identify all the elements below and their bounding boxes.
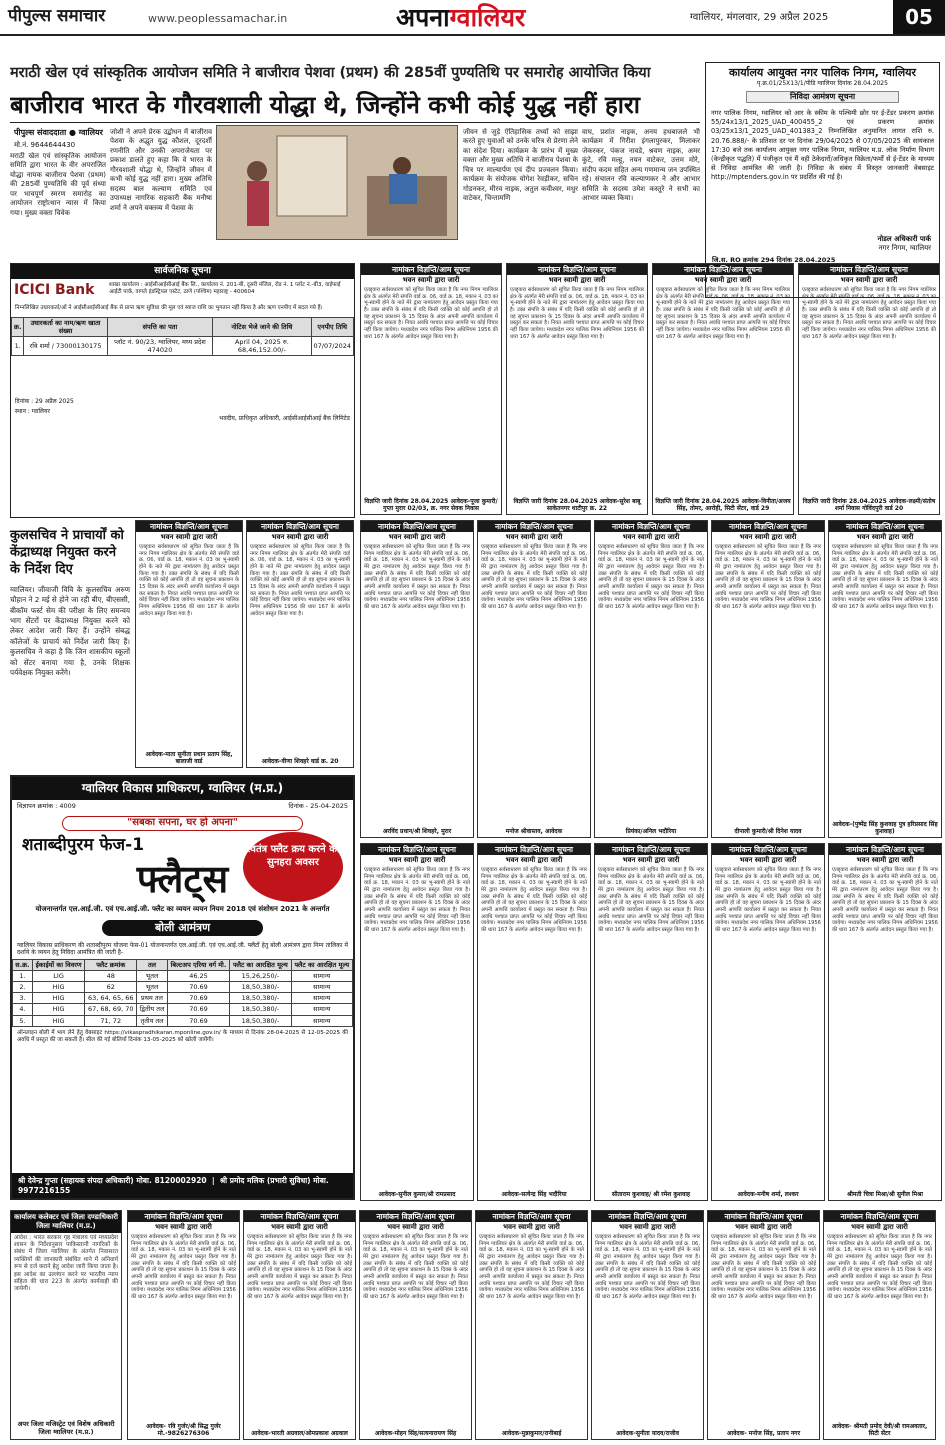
gda-table-header bbox=[13, 959, 353, 970]
gda-td: द्वितीय तल bbox=[137, 1004, 168, 1015]
gda-th: स.क्र. bbox=[13, 959, 33, 970]
icici-table bbox=[11, 317, 354, 357]
notice-signature: विज्ञप्ति जारी दिनांक 28.04.2025 आवेदक-लक्ष्मी/संतोष शर्मा निवास गोविंदपुरी वार्ड 20 bbox=[802, 497, 936, 512]
newspaper-logo: पीपुल्स समाचार bbox=[8, 6, 106, 26]
page-number: 05 bbox=[893, 0, 945, 34]
notice-subtitle: भवन स्वामी द्वारा जारी bbox=[388, 533, 446, 542]
notice-body: एतद्द्वारा सर्वसाधारण को सूचित किया जाता है कि नगर निगम ग्वालियर क्षेत्र के अंतर्गत मेरी संपत्ति वार्ड क्र. 06, वार्ड क्र. 18, मकान नं. 03 का भू-स्वामी होने के नाते मेरे द्वारा नामांतरण हेतु आवेदन प्रस्तुत किया गया है। उक्त संपत्ति के संबंध में यदि किसी व्यक्ति को कोई आपत्ति हो तो वह सूचना प्रकाशन के 15 दिवस के अंदर अपनी आपत्ति कार्यालय में प्रस्तुत कर सकता है। नियत अवधि पश्चात प्राप्त आपत्ति पर कोई विचार नहीं किया जायेगा। मध्यप्रदेश नगर पालिक निगम अधिनियम 1956 की धारा 167 के अंतर्गत आवेदन प्रस्तुत किया गया है। bbox=[715, 544, 821, 611]
gda-td: 3. bbox=[13, 993, 33, 1004]
notice-body: एतद्द्वारा सर्वसाधारण को सूचित किया जाता है कि नगर निगम ग्वालियर क्षेत्र के अंतर्गत मेरी संपत्ति वार्ड क्र. 06, वार्ड क्र. 18, मकान नं. 03 का भू-स्वामी होने के नाते मेरे द्वारा नामांतरण हेतु आवेदन प्रस्तुत किया गया है। उक्त संपत्ति के संबंध में यदि किसी व्यक्ति को कोई आपत्ति हो तो वह सूचना प्रकाशन के 15 दिवस के अंदर अपनी आपत्ति कार्यालय में प्रस्तुत कर सकता है। नियत अवधि पश्चात प्राप्त आपत्ति पर कोई विचार नहीं किया जायेगा। मध्यप्रदेश नगर पालिक निगम अधिनियम 1956 की धारा 167 के अंतर्गत आवेदन प्रस्तुत किया गया है। bbox=[715, 867, 821, 934]
gda-th: फ्लैट का आरक्षित मूल्य bbox=[291, 959, 352, 970]
notice-box bbox=[477, 520, 591, 838]
collector-body: आदेश : भारत सरकार गृह मंत्रालय एवं मध्यप्रदेश शासन के निर्देशानुसार पाकिस्तानी नागरिकों के संबंध में जिला ग्वालियर के अंतर्गत निवासरत व्यक्तियों की जानकारी संबंधित थाने में अनिवार्य रूप से दर्ज कराने हेतु आदेश जारी किया जाता है। इस आदेश का उल्लंघन करने पर भारतीय न्याय संहिता की धारा 223 के अंतर्गत कार्यवाही की जायेगी। bbox=[14, 1234, 118, 1293]
notice-body: एतद्द्वारा सर्वसाधारण को सूचित किया जाता है कि नगर निगम ग्वालियर क्षेत्र के अंतर्गत मेरी संपत्ति वार्ड क्र. 06, वार्ड क्र. 18, मकान नं. 03 का भू-स्वामी होने के नाते मेरे द्वारा नामांतरण हेतु आवेदन प्रस्तुत किया गया है। उक्त संपत्ति के संबंध में यदि किसी व्यक्ति को कोई आपत्ति हो तो वह सूचना प्रकाशन के 15 दिवस के अंदर अपनी आपत्ति कार्यालय में प्रस्तुत कर सकता है। नियत अवधि पश्चात प्राप्त आपत्ति पर कोई विचार नहीं किया जायेगा। मध्यप्रदेश नगर पालिक निगम अधिनियम 1956 की धारा 167 के अंतर्गत आवेदन प्रस्तुत किया गया है। bbox=[481, 867, 587, 934]
icici-date: दिनांक : 29 अप्रैल 2025 bbox=[15, 398, 74, 406]
gda-td: 70.69 bbox=[167, 993, 229, 1004]
notice-body: एतद्द्वारा सर्वसाधारण को सूचित किया जाता है कि नगर निगम ग्वालियर क्षेत्र के अंतर्गत मेरी संपत्ति वार्ड क्र. 06, वार्ड क्र. 18, मकान नं. 03 का भू-स्वामी होने के नाते मेरे द्वारा नामांतरण हेतु आवेदन प्रस्तुत किया गया है। उक्त संपत्ति के संबंध में यदि किसी व्यक्ति को कोई आपत्ति हो तो वह सूचना प्रकाशन के 15 दिवस के अंदर अपनी आपत्ति कार्यालय में प्रस्तुत कर सकता है। नियत अवधि पश्चात प्राप्त आपत्ति पर कोई विचार नहीं किया जायेगा। मध्यप्रदेश नगर पालिक निगम अधिनियम 1956 की धारा 167 के अंतर्गत आवेदन प्रस्तुत किया गया है। bbox=[479, 1234, 584, 1301]
gda-td: सामान्य bbox=[291, 1004, 352, 1015]
notice-box bbox=[506, 263, 648, 515]
notice-body: एतद्द्वारा सर्वसाधारण को सूचित किया जाता है कि नगर निगम ग्वालियर क्षेत्र के अंतर्गत मेरी संपत्ति वार्ड क्र. 06, वार्ड क्र. 18, मकान नं. 03 का भू-स्वामी होने के नाते मेरे द्वारा नामांतरण हेतु आवेदन प्रस्तुत किया गया है। उक्त संपत्ति के संबंध में यदि किसी व्यक्ति को कोई आपत्ति हो तो वह सूचना प्रकाशन के 15 दिवस के अंदर अपनी आपत्ति कार्यालय में प्रस्तुत कर सकता है। नियत अवधि पश्चात प्राप्त आपत्ति पर कोई विचार नहीं किया जायेगा। मध्यप्रदेश नगर पालिक निगम अधिनियम 1956 की धारा 167 के अंतर्गत आवेदन प्रस्तुत किया गया है। bbox=[364, 287, 498, 340]
gda-adno: विज्ञापन क्रमांक : 4009 bbox=[17, 802, 76, 810]
notice-title: नामांकन विज्ञप्ति/आम सूचना bbox=[361, 264, 501, 275]
byline-mobile: मो.नं. 9644644430 bbox=[14, 141, 76, 149]
table-row bbox=[13, 1015, 353, 1026]
notice-body: एतद्द्वारा सर्वसाधारण को सूचित किया जाता है कि नगर निगम ग्वालियर क्षेत्र के अंतर्गत मेरी संपत्ति वार्ड क्र. 06, वार्ड क्र. 18, मकान नं. 03 का भू-स्वामी होने के नाते मेरे द्वारा नामांतरण हेतु आवेदन प्रस्तुत किया गया है। उक्त संपत्ति के संबंध में यदि किसी व्यक्ति को कोई आपत्ति हो तो वह सूचना प्रकाशन के 15 दिवस के अंदर अपनी आपत्ति कार्यालय में प्रस्तुत कर सकता है। नियत अवधि पश्चात प्राप्त आपत्ति पर कोई विचार नहीं किया जायेगा। मध्यप्रदेश नगर पालिक निगम अधिनियम 1956 की धारा 167 के अंतर्गत आवेदन प्रस्तुत किया गया है। bbox=[481, 544, 587, 611]
gda-td: 18,50,380/- bbox=[230, 1004, 291, 1015]
notice-title: नामांकन विज्ञप्ति/आम सूचना bbox=[361, 844, 473, 855]
notice-box bbox=[594, 843, 708, 1201]
gda-td: 67, 68, 69, 70 bbox=[85, 1004, 137, 1015]
notice-signature: आवेदक-(पुष्पेंद्र सिंह कुशवाह पुत्र हरिप्रसाद सिंह कुशवाह) bbox=[832, 820, 938, 835]
notice-title: नामांकन विज्ञप्ति/आम सूचना bbox=[653, 264, 793, 275]
notice-subtitle: भवन स्वामी द्वारा जारी bbox=[548, 276, 606, 285]
notice-title: नामांकन विज्ञप्ति/आम सूचना bbox=[360, 1211, 471, 1222]
notice-signature: आवेदक-सुनील कुमार/श्री रामप्रसाद bbox=[378, 1190, 456, 1198]
website-link[interactable]: www.peoplessamachar.in bbox=[148, 12, 288, 25]
notice-title: नामांकन विज्ञप्ति/आम सूचना bbox=[476, 1211, 587, 1222]
notice-title: नामांकन विज्ञप्ति/आम सूचना bbox=[478, 844, 590, 855]
notice-box bbox=[475, 1210, 588, 1440]
brand-apna: अपना bbox=[396, 3, 450, 32]
table-row bbox=[12, 336, 354, 355]
notice-subtitle: भवन स्वामी द्वारा जारी bbox=[271, 1223, 328, 1232]
notice-subtitle: भवन स्वामी द्वारा जारी bbox=[271, 533, 329, 542]
lead-headline: बाजीराव भारत के गौरवशाली योद्धा थे, जिन्होंने कभी कोई युद्ध नहीं हारा bbox=[10, 91, 640, 119]
notice-signature: आवेदक-भारती अग्रवाल/ओमप्रकाश अग्रवाल bbox=[251, 1429, 348, 1437]
gda-td: 5. bbox=[13, 1015, 33, 1026]
notice-subtitle: भवन स्वामी द्वारा जारी bbox=[505, 533, 563, 542]
notice-subtitle: भवन स्वामी द्वारा जारी bbox=[856, 856, 914, 865]
table-row bbox=[13, 993, 353, 1004]
tender-signer: नोडल अधिकारी पार्क bbox=[877, 235, 931, 244]
notice-title: नामांकन विज्ञप्ति/आम सूचना bbox=[712, 521, 824, 532]
notice-subtitle: भवन स्वामी द्वारा जारी bbox=[505, 856, 563, 865]
notice-signature: आवेदक-मनीष शर्मा, लश्कर bbox=[737, 1190, 799, 1198]
event-photo bbox=[216, 125, 458, 240]
notice-signature: विज्ञप्ति जारी दिनांक 28.04.2025 आवेदक-सुरेश बाबू साकेतनगर थाटीपुर क्र. 22 bbox=[513, 497, 641, 512]
notice-box bbox=[477, 843, 591, 1201]
dateline: ग्वालियर, मंगलवार, 29 अप्रैल 2025 bbox=[690, 12, 829, 23]
gda-td: 70.69 bbox=[167, 1004, 229, 1015]
gda-ad bbox=[10, 775, 355, 1200]
gda-td: सामान्य bbox=[291, 1015, 352, 1026]
icici-intro: निम्नलिखित उधारकर्ता/ओं ने आईसीआईसीआई बैंक से प्राप्त ऋण सुविधा की मूल एवं ब्याज राशि का भुगतान नहीं किया है और ऋण एनपीए में बदल गये हैं। bbox=[15, 304, 323, 311]
notice-signature: आवेदक- रवि गुर्जर/श्री सिद्ध गुर्जर मो.-9826276306 bbox=[146, 1422, 221, 1437]
notice-box bbox=[798, 263, 940, 515]
notice-title: नामांकन विज्ञप्ति/आम सूचना bbox=[507, 264, 647, 275]
icici-place: स्थान : ग्वालियर bbox=[15, 407, 50, 415]
notice-box bbox=[707, 1210, 820, 1440]
gda-td: 48 bbox=[85, 971, 137, 982]
notice-signature: विज्ञप्ति जारी दिनांक 28.04.2025 आवेदक-विनीता/अजय सिंह, तोमर, आरोही, सिटी सेंटर, वार्ड 29 bbox=[655, 497, 791, 512]
notice-title: नामांकन विज्ञप्ति/आम सूचना bbox=[361, 521, 473, 532]
gda-td: HIG bbox=[32, 982, 84, 993]
photo-illustration bbox=[217, 126, 457, 239]
notice-body: एतद्द्वारा सर्वसाधारण को सूचित किया जाता है कि नगर निगम ग्वालियर क्षेत्र के अंतर्गत मेरी संपत्ति वार्ड क्र. 06, वार्ड क्र. 18, मकान नं. 03 का भू-स्वामी होने के नाते मेरे द्वारा नामांतरण हेतु आवेदन प्रस्तुत किया गया है। उक्त संपत्ति के संबंध में यदि किसी व्यक्ति को कोई आपत्ति हो तो वह सूचना प्रकाशन के 15 दिवस के अंदर अपनी आपत्ति कार्यालय में प्रस्तुत कर सकता है। नियत अवधि पश्चात प्राप्त आपत्ति पर कोई विचार नहीं किया जायेगा। मध्यप्रदेश नगर पालिक निगम अधिनियम 1956 की धारा 167 के अंतर्गत आवेदन प्रस्तुत किया गया है। bbox=[510, 287, 644, 340]
gda-th: बिल्टअप एरिया वर्ग मी. bbox=[167, 959, 229, 970]
gda-td: भूतल bbox=[137, 971, 168, 982]
notice-subtitle: भवन स्वामी द्वारा जारी bbox=[622, 533, 680, 542]
notice-box bbox=[127, 1210, 240, 1440]
masthead bbox=[0, 0, 945, 36]
gda-td: 71, 72 bbox=[85, 1015, 137, 1026]
gda-td: HIG bbox=[32, 1004, 84, 1015]
notice-signature: आवेदक- श्रीमती प्रमोद देवी/श्री रामअवतार, सिटी सेंटर bbox=[831, 1422, 928, 1437]
gda-td: 4. bbox=[13, 1004, 33, 1015]
gda-td: 18,50,380/- bbox=[230, 993, 291, 1004]
brand-gwalior: ग्वालियर bbox=[449, 3, 526, 32]
lead-col-2: जोशी ने अपने प्रेरक उद्बोधन में बाजीराव पेशवा के अद्भुत युद्ध कौशल, दूरदर्शी रणनीति और उनकी अपराजेयता पर प्रकाश डालते हुए कहा कि वे भारत के गौरवशाली योद्धा थे, जिन्होंने जीवन में कभी कोई युद्ध नहीं हारा। मुख्य अतिथि सदस्य बाल कल्याण समिति एवं उपाध्यक्ष नागरिक सहकारी बैंक मनीषा शर्मा ने अपने वक्तव्य में पेशवा के bbox=[110, 128, 212, 212]
icici-sign: भवदीय, प्राधिकृत अधिकारी, आईसीआईसीआई बैंक लिमिटेड bbox=[219, 415, 350, 423]
notice-body: एतद्द्वारा सर्वसाधारण को सूचित किया जाता है कि नगर निगम ग्वालियर क्षेत्र के अंतर्गत मेरी संपत्ति वार्ड क्र. 06, वार्ड क्र. 18, मकान नं. 03 का भू-स्वामी होने के नाते मेरे द्वारा नामांतरण हेतु आवेदन प्रस्तुत किया गया है। उक्त संपत्ति के संबंध में यदि किसी व्यक्ति को कोई आपत्ति हो तो वह सूचना प्रकाशन के 15 दिवस के अंदर अपनी आपत्ति कार्यालय में प्रस्तुत कर सकता है। नियत अवधि पश्चात प्राप्त आपत्ति पर कोई विचार नहीं किया जायेगा। मध्यप्रदेश नगर पालिक निगम अधिनियम 1956 की धारा 167 के अंतर्गत आवेदन प्रस्तुत किया गया है। bbox=[364, 867, 470, 934]
gda-note: ऑनलाइन बोली में भाग लेने हेतु वेबसाइट https://vikaspradhikaran.mponline.gov.in/ के माध्यम से दिनांक 28-04-2025 से 12-05-2025 की अवधि में प्रस्तुत की जा सकती है। सील की गई बोलियाँ दिनांक 13-05-2025 को खोली जायेंगी। bbox=[17, 1029, 348, 1043]
gda-td: 63, 64, 65, 66 bbox=[85, 993, 137, 1004]
icici-table-header bbox=[12, 317, 354, 336]
notice-signature: प्रियंका/अनिल भदौरिया bbox=[625, 827, 677, 835]
notice-box bbox=[828, 843, 942, 1201]
icici-th: एनपीए तिथि bbox=[311, 317, 354, 336]
divider bbox=[10, 122, 700, 123]
tender-ro: जि.स. RO क्रमांक 294 दिनांक 28.04.2025 bbox=[712, 255, 836, 264]
gda-title: ग्वालियर विकास प्राधिकरण, ग्वालियर (म.प्र.) bbox=[12, 777, 353, 800]
tender-title: कार्यालय आयुक्त नगर पालिक निगम, ग्वालियर bbox=[728, 66, 917, 79]
icici-td: 07/07/2024 bbox=[311, 336, 354, 355]
notice-subtitle: भवन स्वामी द्वारा जारी bbox=[840, 276, 898, 285]
notice-title: नामांकन विज्ञप्ति/आम सूचना bbox=[712, 844, 824, 855]
notice-subtitle: भवन स्वामी द्वारा जारी bbox=[856, 533, 914, 542]
lead-col-1: मराठी खेल एवं सांस्कृतिक आयोजन समिति द्वारा भारत के वीर अपराजित योद्धा नायक बाजीराव पेशवा (प्रथम) की 285वीं पुण्यतिथि की पूर्व संध्या पर भावपूर्ण स्मरण समारोह का आयोजन राष्ट्रोत्थान न्यास में किया गया। मुख्य वक्ता विवेक bbox=[10, 152, 106, 217]
notice-box bbox=[652, 263, 794, 515]
gda-td: 1. bbox=[13, 971, 33, 982]
gda-td: 2. bbox=[13, 982, 33, 993]
notice-body: एतद्द्वारा सर्वसाधारण को सूचित किया जाता है कि नगर निगम ग्वालियर क्षेत्र के अंतर्गत मेरी संपत्ति वार्ड क्र. 06, वार्ड क्र. 18, मकान नं. 03 का भू-स्वामी होने के नाते मेरे द्वारा नामांतरण हेतु आवेदन प्रस्तुत किया गया है। उक्त संपत्ति के संबंध में यदि किसी व्यक्ति को कोई आपत्ति हो तो वह सूचना प्रकाशन के 15 दिवस के अंदर अपनी आपत्ति कार्यालय में प्रस्तुत कर सकता है। नियत अवधि पश्चात प्राप्त आपत्ति पर कोई विचार नहीं किया जायेगा। मध्यप्रदेश नगर पालिक निगम अधिनियम 1956 की धारा 167 के अंतर्गत आवेदन प्रस्तुत किया गया है। bbox=[656, 287, 790, 340]
gda-td: सामान्य bbox=[291, 982, 352, 993]
notice-body: एतद्द्वारा सर्वसाधारण को सूचित किया जाता है कि नगर निगम ग्वालियर क्षेत्र के अंतर्गत मेरी संपत्ति वार्ड क्र. 06, वार्ड क्र. 18, मकान नं. 03 का भू-स्वामी होने के नाते मेरे द्वारा नामांतरण हेतु आवेदन प्रस्तुत किया गया है। उक्त संपत्ति के संबंध में यदि किसी व्यक्ति को कोई आपत्ति हो तो वह सूचना प्रकाशन के 15 दिवस के अंदर अपनी आपत्ति कार्यालय में प्रस्तुत कर सकता है। नियत अवधि पश्चात प्राप्त आपत्ति पर कोई विचार नहीं किया जायेगा। मध्यप्रदेश नगर पालिक निगम अधिनियम 1956 की धारा 167 के अंतर्गत आवेदन प्रस्तुत किया गया है। bbox=[832, 544, 938, 611]
notice-signature: श्रीमती चित्रा मिश्रा/श्री सुनील मिश्रा bbox=[847, 1190, 923, 1198]
notice-subtitle: भवन स्वामी द्वारा जारी bbox=[160, 533, 218, 542]
gda-td: सामान्य bbox=[291, 993, 352, 1004]
notice-body: एतद्द्वारा सर्वसाधारण को सूचित किया जाता है कि नगर निगम ग्वालियर क्षेत्र के अंतर्गत मेरी संपत्ति वार्ड क्र. 06, वार्ड क्र. 18, मकान नं. 03 का भू-स्वामी होने के नाते मेरे द्वारा नामांतरण हेतु आवेदन प्रस्तुत किया गया है। उक्त संपत्ति के संबंध में यदि किसी व्यक्ति को कोई आपत्ति हो तो वह सूचना प्रकाशन के 15 दिवस के अंदर अपनी आपत्ति कार्यालय में प्रस्तुत कर सकता है। नियत अवधि पश्चात प्राप्त आपत्ति पर कोई विचार नहीं किया जायेगा। मध्यप्रदेश नगर पालिक निगम अधिनियम 1956 की धारा 167 के अंतर्गत आवेदन प्रस्तुत किया गया है। bbox=[139, 544, 239, 617]
gda-td: 15,26,250/- bbox=[230, 971, 291, 982]
notice-box bbox=[711, 843, 825, 1201]
notice-title: नामांकन विज्ञप्ति/आम सूचना bbox=[829, 521, 941, 532]
notice-subtitle: भवन स्वामी द्वारा जारी bbox=[619, 1223, 676, 1232]
notice-signature: सीताराम कुशवाह/ श्री रमेश कुशवाह bbox=[611, 1190, 691, 1198]
notice-title: नामांकन विज्ञप्ति/आम सूचना bbox=[128, 1211, 239, 1222]
gda-td: तृतीय तल bbox=[137, 1015, 168, 1026]
notice-signature: आवेदक-वीणा शिवहरे वार्ड क्र. 20 bbox=[261, 757, 339, 765]
notice-title: नामांकन विज्ञप्ति/आम सूचना bbox=[595, 521, 707, 532]
notice-signature: आवेदक-सुनीता यादव/राजीव bbox=[616, 1429, 679, 1437]
notice-title: नामांकन विज्ञप्ति/आम सूचना bbox=[595, 844, 707, 855]
gda-desc: ग्वालियर विकास प्राधिकरण की शताब्दीपुरम योजना फेस-01 योजनान्तर्गत एल.आई.जी. एवं एच.आई.जी. फ्लैटों हेतु बोली आमंत्रण द्वारा निम्न तालिका में दर्शाये के व्ययन हेतु निविदा आमंत्रित की जाती है- bbox=[17, 941, 348, 957]
gda-table bbox=[12, 959, 353, 1027]
gda-td: 18,50,380/- bbox=[230, 1015, 291, 1026]
notice-signature: विज्ञप्ति जारी दिनांक 28.04.2025 आवेदक-पूजा कुमारी/गुप्ता मुरार 02/03, क्र. नगर सेवक निवास bbox=[364, 497, 498, 512]
gda-td: LIG bbox=[32, 971, 84, 982]
notice-signature: दीपाली कुमारी/श्री दिनेश यादव bbox=[734, 827, 802, 835]
tender-ref: पृ.क्र.01/25X13/1/पीडि ग्वालियर दिनांक 28.04.2025 bbox=[757, 79, 888, 87]
notice-body: एतद्द्वारा सर्वसाधारण को सूचित किया जाता है कि नगर निगम ग्वालियर क्षेत्र के अंतर्गत मेरी संपत्ति वार्ड क्र. 06, वार्ड क्र. 18, मकान नं. 03 का भू-स्वामी होने के नाते मेरे द्वारा नामांतरण हेतु आवेदन प्रस्तुत किया गया है। उक्त संपत्ति के संबंध में यदि किसी व्यक्ति को कोई आपत्ति हो तो वह सूचना प्रकाशन के 15 दिवस के अंदर अपनी आपत्ति कार्यालय में प्रस्तुत कर सकता है। नियत अवधि पश्चात प्राप्त आपत्ति पर कोई विचार नहीं किया जायेगा। मध्यप्रदेश नगर पालिक निगम अधिनियम 1956 की धारा 167 के अंतर्गत आवेदन प्रस्तुत किया गया है। bbox=[832, 867, 938, 934]
gda-td: 46.25 bbox=[167, 971, 229, 982]
notice-body: एतद्द्वारा सर्वसाधारण को सूचित किया जाता है कि नगर निगम ग्वालियर क्षेत्र के अंतर्गत मेरी संपत्ति वार्ड क्र. 06, वार्ड क्र. 18, मकान नं. 03 का भू-स्वामी होने के नाते मेरे द्वारा नामांतरण हेतु आवेदन प्रस्तुत किया गया है। उक्त संपत्ति के संबंध में यदि किसी व्यक्ति को कोई आपत्ति हो तो वह सूचना प्रकाशन के 15 दिवस के अंदर अपनी आपत्ति कार्यालय में प्रस्तुत कर सकता है। नियत अवधि पश्चात प्राप्त आपत्ति पर कोई विचार नहीं किया जायेगा। मध्यप्रदेश नगर पालिक निगम अधिनियम 1956 की धारा 167 के अंतर्गत आवेदन प्रस्तुत किया गया है। bbox=[802, 287, 936, 340]
notice-signature: मनोज श्रीवास्तव, आवेदक bbox=[505, 827, 563, 835]
gda-td: HIG bbox=[32, 1015, 84, 1026]
notice-box bbox=[360, 520, 474, 838]
notice-box bbox=[591, 1210, 704, 1440]
notice-subtitle: भवन स्वामी द्वारा जारी bbox=[739, 533, 797, 542]
icici-section-title: सार्वजनिक सूचना bbox=[11, 264, 354, 279]
table-row bbox=[13, 982, 353, 993]
icici-td: प्लॉट नं. 90/23, ग्वालियर, मध्य प्रदेश 474020 bbox=[107, 336, 213, 355]
notice-body: एतद्द्वारा सर्वसाधारण को सूचित किया जाता है कि नगर निगम ग्वालियर क्षेत्र के अंतर्गत मेरी संपत्ति वार्ड क्र. 06, वार्ड क्र. 18, मकान नं. 03 का भू-स्वामी होने के नाते मेरे द्वारा नामांतरण हेतु आवेदन प्रस्तुत किया गया है। उक्त संपत्ति के संबंध में यदि किसी व्यक्ति को कोई आपत्ति हो तो वह सूचना प्रकाशन के 15 दिवस के अंदर अपनी आपत्ति कार्यालय में प्रस्तुत कर सकता है। नियत अवधि पश्चात प्राप्त आपत्ति पर कोई विचार नहीं किया जायेगा। मध्यप्रदेश नगर पालिक निगम अधिनियम 1956 की धारा 167 के अंतर्गत आवेदन प्रस्तुत किया गया है। bbox=[598, 544, 704, 611]
notice-box bbox=[823, 1210, 936, 1440]
kulsachiv-headline: कुलसचिव ने प्राचार्यों को केंद्राध्यक्ष नियुक्त करने के निर्देश दिए bbox=[10, 528, 124, 577]
notice-signature: अरविंद प्रधान/श्री शिवहरे, मुरार bbox=[382, 827, 452, 835]
notice-box bbox=[246, 520, 354, 768]
icici-td: April 04, 2025 रु. 68,46,152.00/- bbox=[213, 336, 311, 355]
gda-td: 70.69 bbox=[167, 1015, 229, 1026]
tender-signer-office: नगर निगम, ग्वालियर bbox=[878, 244, 931, 252]
gda-td: सामान्य bbox=[291, 971, 352, 982]
byline: पीपुल्स संवाददाता ● ग्वालियर bbox=[14, 128, 103, 137]
icici-td: रवि शर्मा / 73000130175 bbox=[24, 336, 107, 355]
notice-body: एतद्द्वारा सर्वसाधारण को सूचित किया जाता है कि नगर निगम ग्वालियर क्षेत्र के अंतर्गत मेरी संपत्ति वार्ड क्र. 06, वार्ड क्र. 18, मकान नं. 03 का भू-स्वामी होने के नाते मेरे द्वारा नामांतरण हेतु आवेदन प्रस्तुत किया गया है। उक्त संपत्ति के संबंध में यदि किसी व्यक्ति को कोई आपत्ति हो तो वह सूचना प्रकाशन के 15 दिवस के अंदर अपनी आपत्ति कार्यालय में प्रस्तुत कर सकता है। नियत अवधि पश्चात प्राप्त आपत्ति पर कोई विचार नहीं किया जायेगा। मध्यप्रदेश नगर पालिक निगम अधिनियम 1956 की धारा 167 के अंतर्गत आवेदन प्रस्तुत किया गया है। bbox=[250, 544, 350, 617]
notice-subtitle: भवन स्वामी द्वारा जारी bbox=[694, 276, 752, 285]
notice-title: नामांकन विज्ञप्ति/आम सूचना bbox=[247, 521, 353, 532]
lead-col-3: जीवन से जुड़े ऐतिहासिक तथ्यों को साझा करते हुए युवाओं को उनके चरित्र से प्रेरणा लेने का संदेश दिया। कार्यक्रम के प्रारंभ में मुख्य वक्ता और मुख्य अतिथि ने बाजीराव पेशवा के चित्र पर माल्यार्पण एवं दीप प्रज्वलन किया। कार्यक्रम के संयोजक योगेश रेवड़ीकर, सचिन गोडनकर, मीरव नाइक, अतुल कवीश्वर, मधुर वाटेकर, चिन्तामणि bbox=[463, 128, 578, 203]
notice-box bbox=[594, 520, 708, 838]
notice-title: नामांकन विज्ञप्ति/आम सूचना bbox=[478, 521, 590, 532]
notice-body: एतद्द्वारा सर्वसाधारण को सूचित किया जाता है कि नगर निगम ग्वालियर क्षेत्र के अंतर्गत मेरी संपत्ति वार्ड क्र. 06, वार्ड क्र. 18, मकान नं. 03 का भू-स्वामी होने के नाते मेरे द्वारा नामांतरण हेतु आवेदन प्रस्तुत किया गया है। उक्त संपत्ति के संबंध में यदि किसी व्यक्ति को कोई आपत्ति हो तो वह सूचना प्रकाशन के 15 दिवस के अंदर अपनी आपत्ति कार्यालय में प्रस्तुत कर सकता है। नियत अवधि पश्चात प्राप्त आपत्ति पर कोई विचार नहीं किया जायेगा। मध्यप्रदेश नगर पालिक निगम अधिनियम 1956 की धारा 167 के अंतर्गत आवेदन प्रस्तुत किया गया है। bbox=[247, 1234, 352, 1301]
notice-subtitle: भवन स्वामी द्वारा जारी bbox=[739, 856, 797, 865]
gda-contacts: श्री देवेन्द्र गुप्ता (सहायक संपदा अधिकारी) मोबा. 8120002920 | श्री प्रमोद मलिक (प्रभारी सुविधा) मोबा. 9977216155 bbox=[12, 1173, 353, 1198]
notice-box bbox=[243, 1210, 356, 1440]
gda-contact-1: श्री देवेन्द्र गुप्ता (सहायक संपदा अधिकारी) मोबा. 8120002920 bbox=[18, 1176, 207, 1186]
kulsachiv-body: ग्वालियर। जीवाजी विवि के कुलसचिव अरुण चौहान ने 2 मई से होने जा रही बीए, बीएससी, बीकॉम फर्स्ट सेम की परीक्षा के लिए समन्वय भाग सेंटरों पर केंद्राध्यक्ष नियुक्त करने को लेकर आदेश जारी किए हैं। उन्होंने संबद्ध कॉलेजों के प्राचार्य को निर्देश जारी किए हैं। कुलसचिव ने कहा है कि जिन शासकीय स्कूलों को सेंटर बनाया गया है, उनके शिक्षक पर्यवेक्षक नियुक्त करेंगे। bbox=[10, 584, 130, 678]
icici-th: क्र. bbox=[12, 317, 24, 336]
notice-signature: आवेदक- मनोज सिंह, प्रताप नगर bbox=[726, 1429, 801, 1437]
notice-body: एतद्द्वारा सर्वसाधारण को सूचित किया जाता है कि नगर निगम ग्वालियर क्षेत्र के अंतर्गत मेरी संपत्ति वार्ड क्र. 06, वार्ड क्र. 18, मकान नं. 03 का भू-स्वामी होने के नाते मेरे द्वारा नामांतरण हेतु आवेदन प्रस्तुत किया गया है। उक्त संपत्ति के संबंध में यदि किसी व्यक्ति को कोई आपत्ति हो तो वह सूचना प्रकाशन के 15 दिवस के अंदर अपनी आपत्ति कार्यालय में प्रस्तुत कर सकता है। नियत अवधि पश्चात प्राप्त आपत्ति पर कोई विचार नहीं किया जायेगा। मध्यप्रदेश नगर पालिक निगम अधिनियम 1956 की धारा 167 के अंतर्गत आवेदन प्रस्तुत किया गया है। bbox=[711, 1234, 816, 1301]
notice-signature: आवेदक-मुन्नाकुमार/रानीबाई bbox=[501, 1429, 562, 1437]
gda-td: HIG bbox=[32, 993, 84, 1004]
gda-td: 70.69 bbox=[167, 982, 229, 993]
notice-subtitle: भवन स्वामी द्वारा जारी bbox=[503, 1223, 560, 1232]
notice-title: नामांकन विज्ञप्ति/आम सूचना bbox=[592, 1211, 703, 1222]
notice-signature: आवेदक-सत्येन्द्र सिंह भदौरिया bbox=[501, 1190, 567, 1198]
notice-body: एतद्द्वारा सर्वसाधारण को सूचित किया जाता है कि नगर निगम ग्वालियर क्षेत्र के अंतर्गत मेरी संपत्ति वार्ड क्र. 06, वार्ड क्र. 18, मकान नं. 03 का भू-स्वामी होने के नाते मेरे द्वारा नामांतरण हेतु आवेदन प्रस्तुत किया गया है। उक्त संपत्ति के संबंध में यदि किसी व्यक्ति को कोई आपत्ति हो तो वह सूचना प्रकाशन के 15 दिवस के अंदर अपनी आपत्ति कार्यालय में प्रस्तुत कर सकता है। नियत अवधि पश्चात प्राप्त आपत्ति पर कोई विचार नहीं किया जायेगा। मध्यप्रदेश नगर पालिक निगम अधिनियम 1956 की धारा 167 के अंतर्गत आवेदन प्रस्तुत किया गया है। bbox=[827, 1234, 932, 1301]
notice-body: एतद्द्वारा सर्वसाधारण को सूचित किया जाता है कि नगर निगम ग्वालियर क्षेत्र के अंतर्गत मेरी संपत्ति वार्ड क्र. 06, वार्ड क्र. 18, मकान नं. 03 का भू-स्वामी होने के नाते मेरे द्वारा नामांतरण हेतु आवेदन प्रस्तुत किया गया है। उक्त संपत्ति के संबंध में यदि किसी व्यक्ति को कोई आपत्ति हो तो वह सूचना प्रकाशन के 15 दिवस के अंदर अपनी आपत्ति कार्यालय में प्रस्तुत कर सकता है। नियत अवधि पश्चात प्राप्त आपत्ति पर कोई विचार नहीं किया जायेगा। मध्यप्रदेश नगर पालिक निगम अधिनियम 1956 की धारा 167 के अंतर्गत आवेदन प्रस्तुत किया गया है। bbox=[363, 1234, 468, 1301]
icici-branch: शाखा कार्यालय : आईसीआईसीआई बैंक लि., कार्यालय नं. 201-बी, दूसरी मंजिल, रोड नं. 1 प्लॉट नं.-बी3, वाईफाई आईटी पार्क, वागले इंडस्ट्रियल एस्टेट, ठाणे (पश्चिम) महाराष्ट्र - 400604 bbox=[109, 282, 341, 296]
notice-subtitle: भवन स्वामी द्वारा जारी bbox=[388, 856, 446, 865]
gda-th: तल bbox=[137, 959, 168, 970]
gda-th: ईकाईयों का विवरण bbox=[32, 959, 84, 970]
notice-subtitle: भवन स्वामी द्वारा जारी bbox=[735, 1223, 792, 1232]
gda-phase: शताब्दीपुरम फेज-1 bbox=[22, 834, 145, 855]
notice-body: एतद्द्वारा सर्वसाधारण को सूचित किया जाता है कि नगर निगम ग्वालियर क्षेत्र के अंतर्गत मेरी संपत्ति वार्ड क्र. 06, वार्ड क्र. 18, मकान नं. 03 का भू-स्वामी होने के नाते मेरे द्वारा नामांतरण हेतु आवेदन प्रस्तुत किया गया है। उक्त संपत्ति के संबंध में यदि किसी व्यक्ति को कोई आपत्ति हो तो वह सूचना प्रकाशन के 15 दिवस के अंदर अपनी आपत्ति कार्यालय में प्रस्तुत कर सकता है। नियत अवधि पश्चात प्राप्त आपत्ति पर कोई विचार नहीं किया जायेगा। मध्यप्रदेश नगर पालिक निगम अधिनियम 1956 की धारा 167 के अंतर्गत आवेदन प्रस्तुत किया गया है। bbox=[595, 1234, 700, 1301]
notice-title: नामांकन विज्ञप्ति/आम सूचना bbox=[244, 1211, 355, 1222]
notice-subtitle: भवन स्वामी द्वारा जारी bbox=[155, 1223, 212, 1232]
icici-th: संपत्ति का पता bbox=[107, 317, 213, 336]
notice-box bbox=[711, 520, 825, 838]
gda-addate: दिनांक - 25-04-2025 bbox=[288, 802, 348, 810]
notice-box bbox=[828, 520, 942, 838]
notice-title: नामांकन विज्ञप्ति/आम सूचना bbox=[824, 1211, 935, 1222]
notice-signature: आवेदक-मोहन सिंह/सत्यनारायण सिंह bbox=[374, 1429, 457, 1437]
collector-title: कार्यालय कलेक्टर एवं जिला दण्डाधिकारी जिला ग्वालियर (म.प्र.) bbox=[11, 1211, 121, 1233]
notice-title: नामांकन विज्ञप्ति/आम सूचना bbox=[708, 1211, 819, 1222]
section-brand bbox=[396, 2, 525, 33]
collector-notice bbox=[10, 1210, 122, 1440]
gda-th: फ्लैट का आरक्षित मूल्य bbox=[230, 959, 291, 970]
icici-logo: ICICI Bank bbox=[14, 282, 95, 299]
gda-slogan: "सबका सपना, घर हो अपना" bbox=[62, 816, 303, 831]
notice-subtitle: भवन स्वामी द्वारा जारी bbox=[851, 1223, 908, 1232]
notice-subtitle: भवन स्वामी द्वारा जारी bbox=[622, 856, 680, 865]
gda-td: भूतल bbox=[137, 982, 168, 993]
notice-box bbox=[360, 843, 474, 1201]
icici-notice bbox=[10, 263, 355, 518]
lead-kicker: मराठी खेल एवं सांस्कृतिक आयोजन समिति ने बाजीराव पेशवा (प्रथम) की 285वीं पुण्यतिथि पर समारोह आयोजित किया bbox=[10, 65, 651, 81]
gda-td: 62 bbox=[85, 982, 137, 993]
notice-body: एतद्द्वारा सर्वसाधारण को सूचित किया जाता है कि नगर निगम ग्वालियर क्षेत्र के अंतर्गत मेरी संपत्ति वार्ड क्र. 06, वार्ड क्र. 18, मकान नं. 03 का भू-स्वामी होने के नाते मेरे द्वारा नामांतरण हेतु आवेदन प्रस्तुत किया गया है। उक्त संपत्ति के संबंध में यदि किसी व्यक्ति को कोई आपत्ति हो तो वह सूचना प्रकाशन के 15 दिवस के अंदर अपनी आपत्ति कार्यालय में प्रस्तुत कर सकता है। नियत अवधि पश्चात प्राप्त आपत्ति पर कोई विचार नहीं किया जायेगा। मध्यप्रदेश नगर पालिक निगम अधिनियम 1956 की धारा 167 के अंतर्गत आवेदन प्रस्तुत किया गया है। bbox=[598, 867, 704, 934]
notice-body: एतद्द्वारा सर्वसाधारण को सूचित किया जाता है कि नगर निगम ग्वालियर क्षेत्र के अंतर्गत मेरी संपत्ति वार्ड क्र. 06, वार्ड क्र. 18, मकान नं. 03 का भू-स्वामी होने के नाते मेरे द्वारा नामांतरण हेतु आवेदन प्रस्तुत किया गया है। उक्त संपत्ति के संबंध में यदि किसी व्यक्ति को कोई आपत्ति हो तो वह सूचना प्रकाशन के 15 दिवस के अंदर अपनी आपत्ति कार्यालय में प्रस्तुत कर सकता है। नियत अवधि पश्चात प्राप्त आपत्ति पर कोई विचार नहीं किया जायेगा। मध्यप्रदेश नगर पालिक निगम अधिनियम 1956 की धारा 167 के अंतर्गत आवेदन प्रस्तुत किया गया है। bbox=[131, 1234, 236, 1301]
tender-body: नगर पालिक निगम, ग्वालियर को आर के स्कीम के पश्चिमी छोर पर ई-टेंडर प्रकरण क्रमांक 55/24x13/1_2025_UAD_400455_2 एवं प्रकरण क्रमांक 03/25x13/1_2025_UAD_401383_2 निम्नलिखित अनुमानित लागत राशि रु. 20.76.888/- के प्रतिशत दर पर दिनांक 29/04/2025 से 07/05/2025 की सायंकाल 17:30 बजे तक कार्यालय आयुक्त नगर पालिक निगम, ग्वालियर म.प्र. लोक निर्माण विभाग (केन्द्रीकृत पद्धति) में पंजीकृत एवं मैं वही ठेकेदारों/अधिकृत विक्रेता/फर्मों से ई-टेंडर के माध्यम से निविदा आमंत्रित की जाती है। निविदा के संबंध में विस्तृत जानकारी वेबसाइट http://mptenders.gov.in पर प्रदर्शित की गई है। bbox=[711, 109, 934, 181]
lead-col-4: वाघ, प्रशांत नाइक, अनय हथबाजले भी कार्यक्रम में गिरीश इंगलापुरकर, मिलाकर जेकरकर, पंकज नावडे, श्रवण नाइक, अमर कुंटे, रवि मल्हू, नयन वाटेकर, उत्तम मोरे, संदीप कदम सहित अन्य गणमान्य जन उपस्थित रहे। संचालन रवि कल्याणकर ने और आभार समिति के सदस्य उमेश कस्तूरे ने सभी का आभार व्यक्त किया। bbox=[582, 128, 700, 203]
notice-box bbox=[359, 1210, 472, 1440]
table-row bbox=[13, 1004, 353, 1015]
notice-title: नामांकन विज्ञप्ति/आम सूचना bbox=[799, 264, 939, 275]
gda-scheme: योजनान्तर्गत एल.आई.जी. एवं एच.आई.जी. फ्लैट का व्ययन व्ययन नियम 2018 एवं संशोधन 2021 के अन्तर्गत bbox=[35, 905, 330, 914]
gda-td: प्रथम तल bbox=[137, 993, 168, 1004]
gda-badge: स्वतंत्र फ्लैट क्रय करने का सुनहरा अवसर bbox=[243, 832, 343, 902]
icici-th: उधारकर्ता का नाम/ऋण खाता संख्या bbox=[24, 317, 107, 336]
notice-body: एतद्द्वारा सर्वसाधारण को सूचित किया जाता है कि नगर निगम ग्वालियर क्षेत्र के अंतर्गत मेरी संपत्ति वार्ड क्र. 06, वार्ड क्र. 18, मकान नं. 03 का भू-स्वामी होने के नाते मेरे द्वारा नामांतरण हेतु आवेदन प्रस्तुत किया गया है। उक्त संपत्ति के संबंध में यदि किसी व्यक्ति को कोई आपत्ति हो तो वह सूचना प्रकाशन के 15 दिवस के अंदर अपनी आपत्ति कार्यालय में प्रस्तुत कर सकता है। नियत अवधि पश्चात प्राप्त आपत्ति पर कोई विचार नहीं किया जायेगा। मध्यप्रदेश नगर पालिक निगम अधिनियम 1956 की धारा 167 के अंतर्गत आवेदन प्रस्तुत किया गया है। bbox=[364, 544, 470, 611]
gda-flats: फ्लैट्स bbox=[136, 856, 229, 901]
gda-td: 18,50,380/- bbox=[230, 982, 291, 993]
notice-signature: आवेदक-माता सुनीता प्रधान प्रताप सिंह, बालाजी वार्ड bbox=[145, 750, 233, 765]
notice-box bbox=[360, 263, 502, 515]
icici-td: 1. bbox=[12, 336, 24, 355]
icici-th: नोटिस भेजे जाने की तिथि bbox=[213, 317, 311, 336]
notice-title: नामांकन विज्ञप्ति/आम सूचना bbox=[136, 521, 242, 532]
notice-subtitle: भवन स्वामी द्वारा जारी bbox=[402, 276, 460, 285]
tender-subtitle: निविदा आमंत्रण सूचना bbox=[746, 91, 899, 103]
kulsachiv-story bbox=[10, 528, 130, 773]
gda-th: फ्लैट क्रमांक bbox=[85, 959, 137, 970]
collector-sign: अपर जिला मजिस्ट्रेट एवं विशेष अधिकारी जिला ग्वालियर (म.प्र.) bbox=[17, 1420, 115, 1437]
gda-contact-2: श्री प्रमोद मलिक (प्रभारी सुविधा) मोबा. 9977216155 bbox=[18, 1176, 329, 1195]
notice-subtitle: भवन स्वामी द्वारा जारी bbox=[387, 1223, 444, 1232]
notice-box bbox=[135, 520, 243, 768]
table-row bbox=[13, 971, 353, 982]
gda-bid: बोली आमंत्रण bbox=[102, 920, 263, 936]
notice-title: नामांकन विज्ञप्ति/आम सूचना bbox=[829, 844, 941, 855]
